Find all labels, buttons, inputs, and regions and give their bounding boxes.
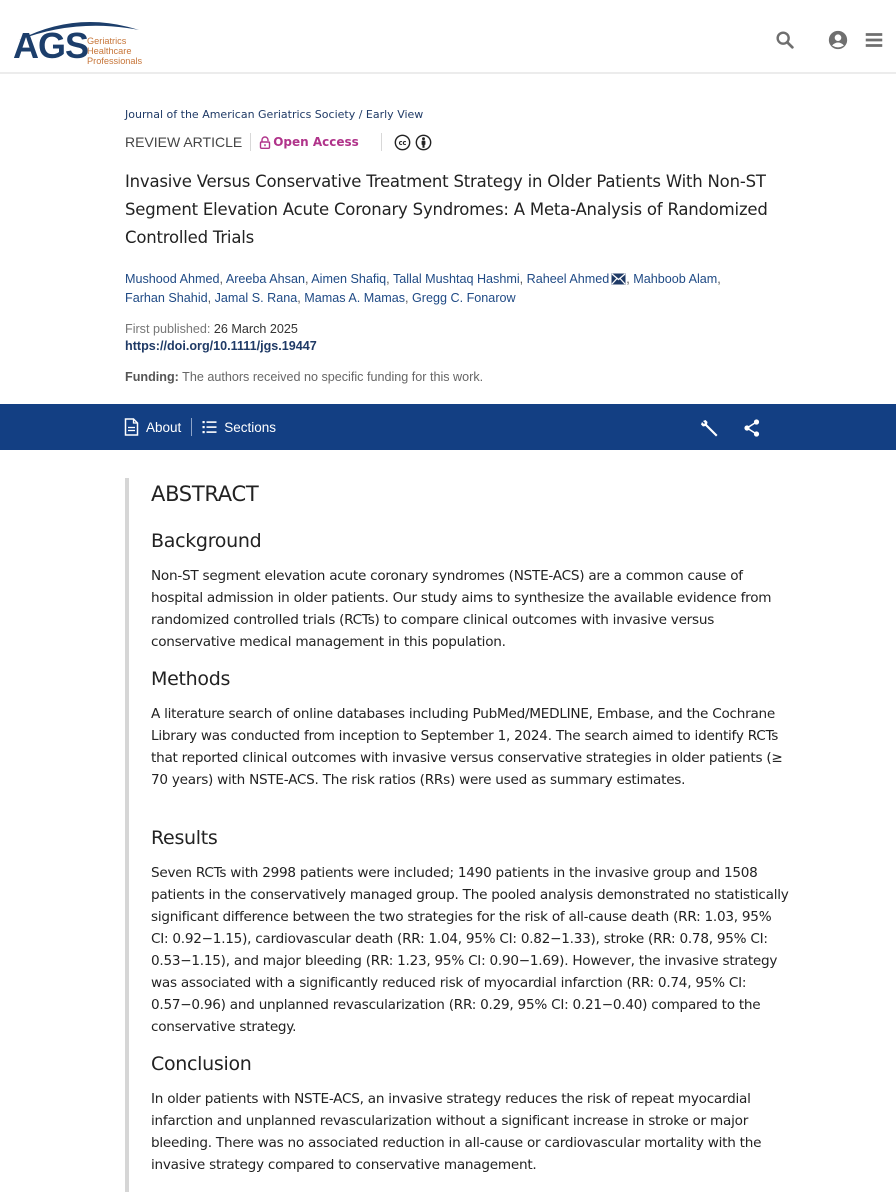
section-heading-background: Background: [151, 530, 262, 552]
author-link[interactable]: Jamal S. Rana: [214, 291, 298, 305]
share-icon[interactable]: [742, 418, 762, 438]
author-link[interactable]: Aimen Shafiq: [311, 272, 387, 286]
section-heading-methods: Methods: [151, 668, 231, 690]
journal-breadcrumb[interactable]: Journal of the American Geriatrics Society / Early View: [125, 108, 424, 121]
divider: [191, 418, 192, 436]
separator: ,: [297, 291, 305, 305]
abstract-heading: ABSTRACT: [151, 482, 259, 506]
author-link[interactable]: Mamas A. Mamas: [304, 291, 406, 305]
logo-subtitle: [87, 36, 142, 66]
doi-link[interactable]: https://doi.org/10.1111/jgs.19447: [125, 339, 317, 353]
lock-open-icon: [259, 136, 271, 149]
list-icon: [202, 420, 217, 434]
first-published-date: 26 March 2025: [213, 322, 298, 336]
attribution-icon[interactable]: [415, 134, 432, 151]
tools-icon[interactable]: [700, 418, 720, 438]
funding-label: Funding:: [125, 370, 179, 384]
section-text-conclusion: In older patients with NSTE-ACS, an invasive strategy reduces the risk of repeat myocardial infarction and unplanned revascularization without a significant increase in stroke or major bleeding. There was no associated reduction in all-cause or cardiovascular mortality with the invasive strategy compared to conservative management.: [151, 1091, 762, 1173]
logo-subtitle-line: Healthcare: [87, 46, 132, 56]
section-text-background: Non-ST segment elevation acute coronary syndromes (NSTE-ACS) are a common cause of hospital admission in older patients. Our study aims to synthesize the available evidence from randomized controlled trials (RCTs) to compare clinical outcomes with invasive versus conservative medical management in this population.: [151, 568, 772, 650]
article-type: REVIEW ARTICLE: [125, 134, 243, 150]
author-link[interactable]: Farhan Shahid: [125, 291, 208, 305]
author-link[interactable]: Areeba Ahsan: [225, 272, 305, 286]
separator: ,: [626, 272, 634, 286]
search-icon[interactable]: [774, 29, 796, 51]
divider: [381, 133, 382, 151]
logo-subtitle-line: Geriatrics: [87, 36, 127, 46]
section-heading-results: Results: [151, 827, 218, 849]
section-heading-conclusion: Conclusion: [151, 1053, 252, 1075]
sections-button[interactable]: [202, 420, 276, 435]
article-type-row: [125, 132, 432, 152]
author-link[interactable]: Mahboob Alam: [633, 272, 718, 286]
menu-icon[interactable]: [863, 29, 885, 51]
ags-logo[interactable]: [13, 16, 153, 68]
creative-commons-icon[interactable]: [394, 134, 411, 151]
open-access-label: Open Access: [273, 135, 359, 149]
separator: ,: [405, 291, 413, 305]
separator: ,: [207, 291, 215, 305]
article-title: Invasive Versus Conservative Treatment Strategy in Older Patients With Non-ST Segment Elevation Acute Coronary Syndromes: A Meta-Analysis of Randomized Controlled Trials: [125, 172, 768, 247]
author-link[interactable]: Tallal Mushtaq Hashmi: [392, 272, 520, 286]
site-header: [0, 0, 896, 74]
author-link-corresponding[interactable]: Raheel Ahmed: [526, 272, 610, 286]
email-icon[interactable]: [611, 273, 626, 285]
license-icons[interactable]: [394, 134, 432, 151]
separator: ,: [304, 272, 312, 286]
about-label: About: [146, 419, 182, 435]
sections-label: Sections: [224, 419, 277, 435]
svg-text:cc: cc: [398, 138, 407, 147]
separator: ,: [519, 272, 527, 286]
logo-subtitle-line: Professionals: [87, 56, 143, 66]
author-link[interactable]: Mushood Ahmed: [125, 272, 220, 286]
funding-text: The authors received no specific funding for this work.: [182, 370, 484, 384]
author-list: [125, 270, 775, 308]
divider: [250, 133, 251, 151]
author-link[interactable]: Gregg C. Fonarow: [412, 291, 516, 305]
document-icon: [124, 418, 139, 436]
logo-mark: AGS: [13, 25, 89, 66]
abstract-section: [125, 478, 789, 1192]
publication-date: [125, 320, 298, 338]
section-text-results: Seven RCTs with 2998 patients were included; 1490 patients in the invasive group and 1508 patients in the conservatively managed group. The pooled analysis demonstrated no statistically significant difference between the two strategies for the risk of all-cause death (RR: 1.03, 95% CI: 0.92−1.15), cardiovascular death (RR: 1.04, 95% CI: 0.82−1.33), stroke (RR: 0.78, 95% CI: 0.53−1.15), and major bleeding (RR: 1.23, 95% CI: 0.90−1.69). However, the invasive strategy was associated with a significantly reduced risk of myocardial infarction (RR: 0.74, 95% CI: 0.57−0.96) and unplanned revascularization (RR: 0.29, 95% CI: 0.21−0.40) compared to the conservative strategy.: [151, 865, 789, 1035]
article-navbar: [0, 404, 896, 450]
first-published-label: First published:: [125, 322, 211, 336]
separator: ,: [219, 272, 226, 286]
section-text-methods: A literature search of online databases including PubMed/MEDLINE, Embase, and the Cochrane Library was conducted from inception to September 1, 2024. The search aimed to identify RCTs that reported clinical outcomes with invasive versus conservative strategies in older patients (≥ 70 years) with NSTE-ACS. The risk ratios (RRs) were used as summary estimates.: [151, 706, 783, 788]
separator: ,: [717, 272, 721, 286]
separator: ,: [386, 272, 393, 286]
account-icon[interactable]: [827, 29, 849, 51]
funding-statement: [125, 370, 483, 384]
open-access-badge: [259, 135, 359, 149]
about-button[interactable]: [124, 418, 181, 436]
